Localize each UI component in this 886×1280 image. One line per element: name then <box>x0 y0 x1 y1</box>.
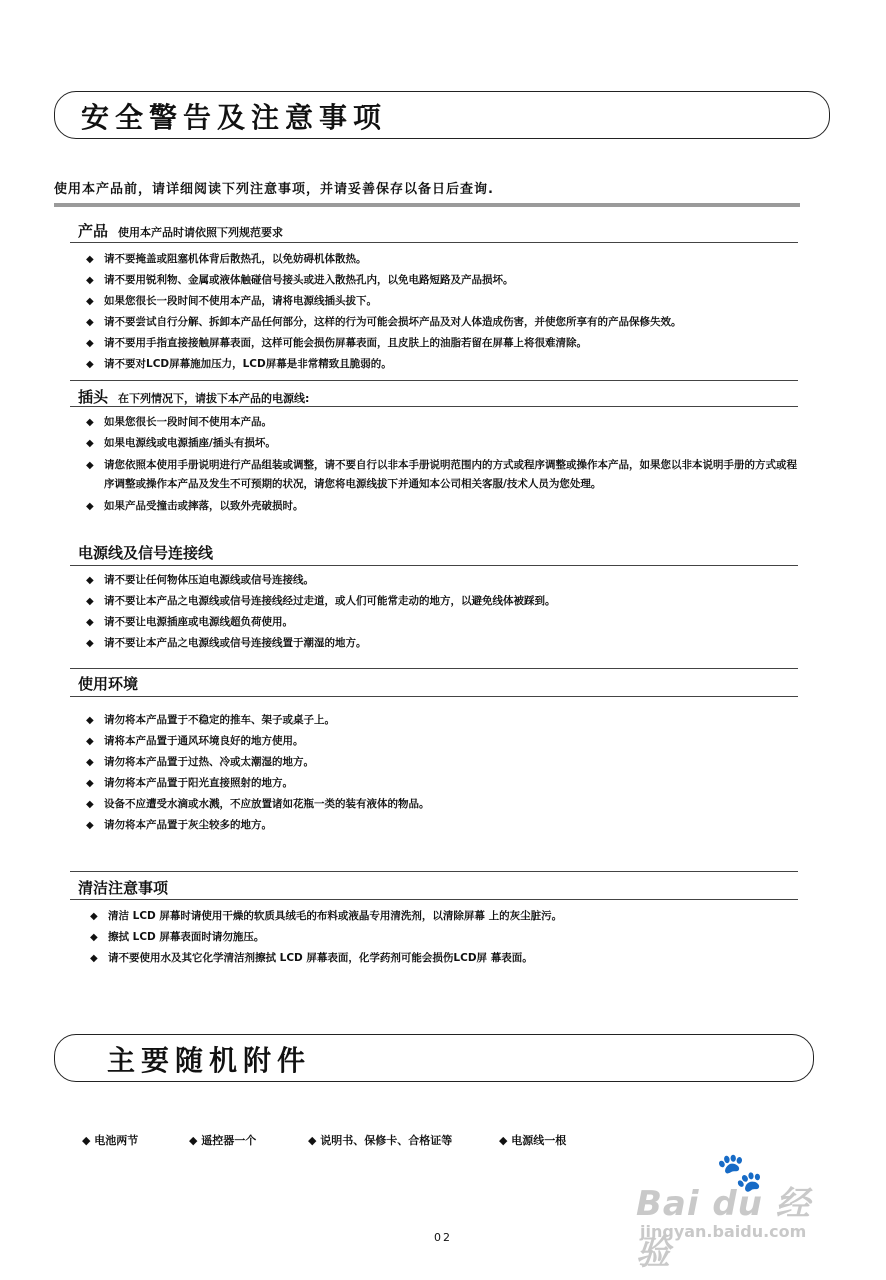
list-item: ◆ 请勿将本产品置于阳光直接照射的地方。 <box>86 773 802 794</box>
list-item: ◆ 请不要用锐利物、金属或液体触碰信号接头或进入散热孔内，以免电路短路及产品损坏。 <box>86 270 802 291</box>
list-item: ◆ 请不要让任何物体压迫电源线或信号连接线。 <box>86 570 802 591</box>
intro-text: 使用本产品前，请详细阅读下列注意事项，并请妥善保存以备日后查询. <box>54 182 494 197</box>
section-heading-product: 产品 使用本产品时请依照下列规范要求 <box>78 222 284 240</box>
accessory-item: ◆ 说明书、保修卡、合格证等 <box>308 1132 452 1148</box>
list-item: ◆ 请勿将本产品置于灰尘较多的地方。 <box>86 815 802 836</box>
watermark-url: jingyan.baidu.com <box>640 1222 807 1241</box>
list-item: ◆ 请不要对LCD屏幕施加压力，LCD屏幕是非常精致且脆弱的。 <box>86 354 802 375</box>
section-rule <box>70 406 798 407</box>
accessory-item: ◆ 遥控器一个 <box>189 1132 256 1148</box>
safety-title: 安全警告及注意事项 <box>81 101 388 134</box>
list-item: ◆ 如果电源线或电源插座/插头有损坏。 <box>86 433 802 454</box>
section-heading-plug: 插头 在下列情况下，请拔下本产品的电源线: <box>78 388 310 406</box>
list-item: ◆ 请您依照本使用手册说明进行产品组装或调整，请不要自行以非本手册说明范围内的方式或程序调整或操作本产品，如果您以非本说明手册的方式或程序调整或操作本产品及发生不可预期的状况，请您将电源线拔下并通知本公司相关客服/技术人员为您处理。 <box>86 456 802 494</box>
accessory-item: ◆ 电池两节 <box>82 1132 138 1148</box>
cleaning-list <box>90 906 806 969</box>
section-rule <box>70 380 798 381</box>
section-rule <box>70 565 798 566</box>
list-item: ◆ 请不要让本产品之电源线或信号连接线置于潮湿的地方。 <box>86 633 802 654</box>
list-item: ◆ 如果产品受撞击或摔落，以致外壳破损时。 <box>86 496 802 517</box>
page-number: 02 <box>434 1231 452 1244</box>
list-item: ◆ 擦拭 LCD 屏幕表面时请勿施压。 <box>90 927 806 948</box>
list-item: ◆ 请将本产品置于通风环境良好的地方使用。 <box>86 731 802 752</box>
section-rule <box>70 242 798 243</box>
list-item: ◆ 如果您很长一段时间不使用本产品。 <box>86 412 802 433</box>
list-item: ◆ 请不要让本产品之电源线或信号连接线经过走道，或人们可能常走动的地方，以避免线体被踩到。 <box>86 591 802 612</box>
plug-list <box>86 412 802 517</box>
list-item: ◆ 请不要用手指直接接触屏幕表面，这样可能会损伤屏幕表面，且皮肤上的油脂若留在屏幕上将很难清除。 <box>86 333 802 354</box>
accessory-item: ◆ 电源线一根 <box>499 1132 566 1148</box>
section-rule <box>70 668 798 669</box>
baidu-watermark-logo <box>636 1150 836 1273</box>
section-rule <box>70 696 798 697</box>
section-rule <box>70 871 798 872</box>
list-item: ◆ 请不要使用水及其它化学清洁剂擦拭 LCD 屏幕表面，化学药剂可能会损伤LCD屏 幕表面。 <box>90 948 806 969</box>
list-item: ◆ 请不要让电源插座或电源线超负荷使用。 <box>86 612 802 633</box>
safety-banner <box>54 91 830 139</box>
cables-list <box>86 570 802 654</box>
section-rule <box>70 899 798 900</box>
section-heading-environment: 使用环境 <box>78 675 139 693</box>
product-list <box>86 249 802 375</box>
intro-divider <box>54 203 800 207</box>
watermark-brand: Bai du 经验 <box>636 1184 811 1273</box>
environment-list <box>86 710 802 836</box>
list-item: ◆ 如果您很长一段时间不使用本产品，请将电源线插头拔下。 <box>86 291 802 312</box>
section-heading-cleaning: 清洁注意事项 <box>78 879 169 897</box>
paw-icon: 🐾 <box>716 1150 764 1194</box>
list-item: ◆ 请勿将本产品置于过热、冷或太潮湿的地方。 <box>86 752 802 773</box>
accessories-title: 主要随机附件 <box>107 1044 312 1077</box>
list-item: ◆ 请不要掩盖或阻塞机体背后散热孔，以免妨碍机体散热。 <box>86 249 802 270</box>
list-item: ◆ 设备不应遭受水滴或水溅，不应放置诸如花瓶一类的装有液体的物品。 <box>86 794 802 815</box>
list-item: ◆ 请勿将本产品置于不稳定的推车、架子或桌子上。 <box>86 710 802 731</box>
list-item: ◆ 请不要尝试自行分解、拆卸本产品任何部分，这样的行为可能会损坏产品及对人体造成伤害，并使您所享有的产品保修失效。 <box>86 312 802 333</box>
section-heading-cables: 电源线及信号连接线 <box>78 544 214 562</box>
list-item: ◆ 清洁 LCD 屏幕时请使用干燥的软质具绒毛的布料或液晶专用清洗剂，以清除屏幕 上的灰尘脏污。 <box>90 906 806 927</box>
accessories-banner <box>54 1034 814 1082</box>
